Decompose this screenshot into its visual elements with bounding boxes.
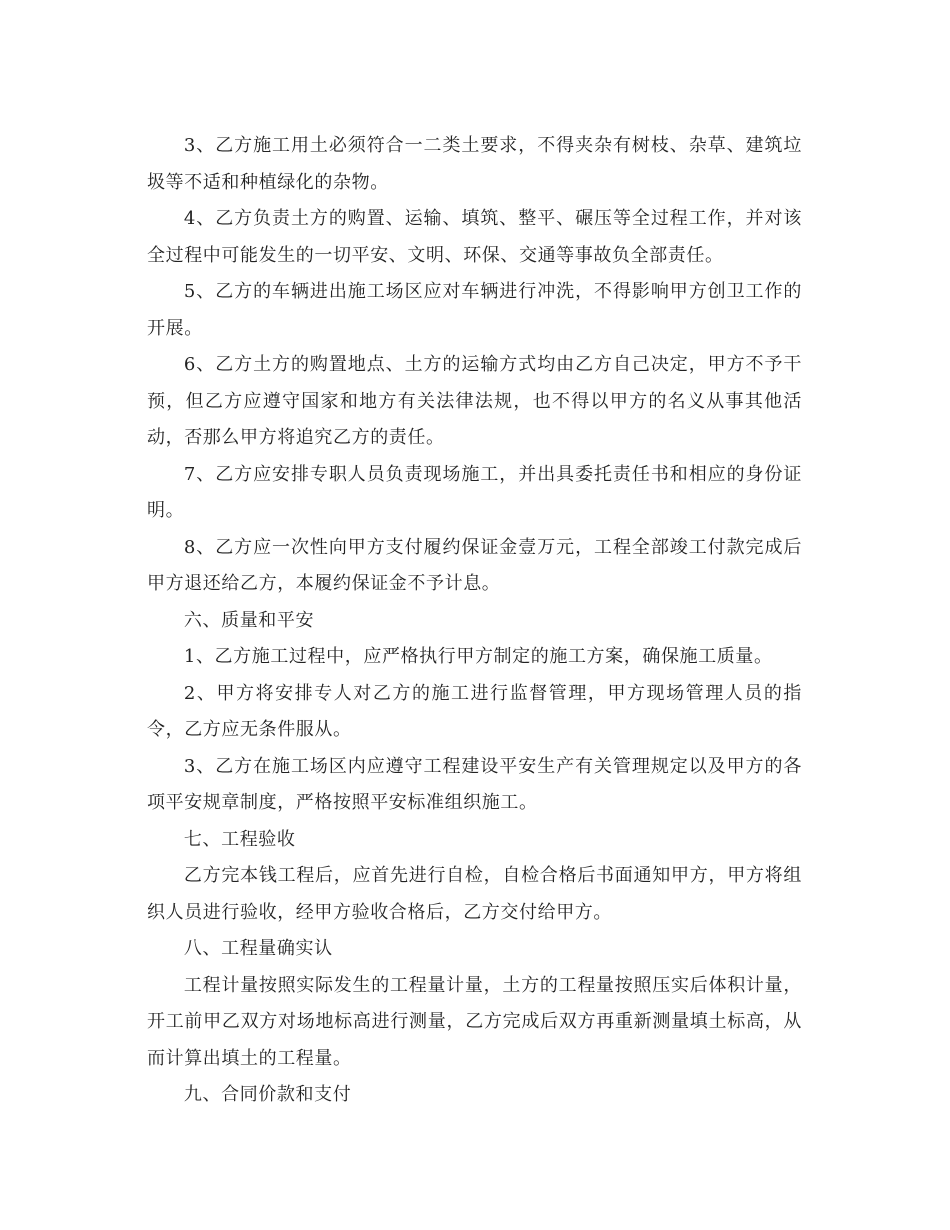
paragraph-acceptance-process: 乙方完本钱工程后，应首先进行自检，自检合格后书面通知甲方，甲方将组织人员进行验收，经甲方验收合格后，乙方交付给甲方。 — [147, 865, 802, 923]
document-page — [147, 128, 802, 1114]
paragraph-safety-rules: 3、乙方在施工场区内应遵守工程建设平安生产有关管理规定以及甲方的各项平安规章制度，严格按照平安标准组织施工。 — [147, 755, 802, 813]
paragraph-vehicle-washing: 5、乙方的车辆进出施工场区应对车辆进行冲洗，不得影响甲方创卫工作的开展。 — [147, 281, 802, 339]
section-heading-quality-safety: 六、质量和平安 — [183, 609, 315, 631]
paragraph-earthwork-responsibility: 4、乙方负责土方的购置、运输、填筑、整平、碾压等全过程工作，并对该全过程中可能发生的一切平安、文明、环保、交通等事故负全部责任。 — [147, 208, 802, 266]
paragraph-performance-bond: 8、乙方应一次性向甲方支付履约保证金壹万元，工程全部竣工付款完成后甲方退还给乙方，本履约保证金不予计息。 — [147, 536, 802, 594]
paragraph-soil-requirement: 3、乙方施工用土必须符合一二类土要求，不得夹杂有树枝、杂草、建筑垃圾等不适和种植绿化的杂物。 — [147, 135, 802, 193]
paragraph-quantity-measurement: 工程计量按照实际发生的工程量计量，土方的工程量按照压实后体积计量，开工前甲乙双方对场地标高进行测量，乙方完成后双方再重新测量填土标高，从而计算出填土的工程量。 — [147, 974, 802, 1069]
section-heading-price-payment: 九、合同价款和支付 — [183, 1084, 352, 1105]
section-heading-quantity-confirmation: 八、工程量确实认 — [183, 938, 333, 959]
paragraph-supervision: 2、甲方将安排专人对乙方的施工进行监督管理，甲方现场管理人员的指令，乙方应无条件服从。 — [147, 682, 802, 740]
paragraph-construction-plan: 1、乙方施工过程中，应严格执行甲方制定的施工方案，确保施工质量。 — [183, 646, 773, 667]
section-heading-acceptance: 七、工程验收 — [183, 828, 296, 850]
paragraph-soil-source: 6、乙方土方的购置地点、土方的运输方式均由乙方自己决定，甲方不予干预，但乙方应遵守国家和地方有关法律法规，也不得以甲方的名义从事其他活动，否那么甲方将追究乙方的责任。 — [147, 354, 802, 448]
paragraph-site-personnel: 7、乙方应安排专职人员负责现场施工，并出具委托责任书和相应的身份证明。 — [147, 463, 802, 521]
